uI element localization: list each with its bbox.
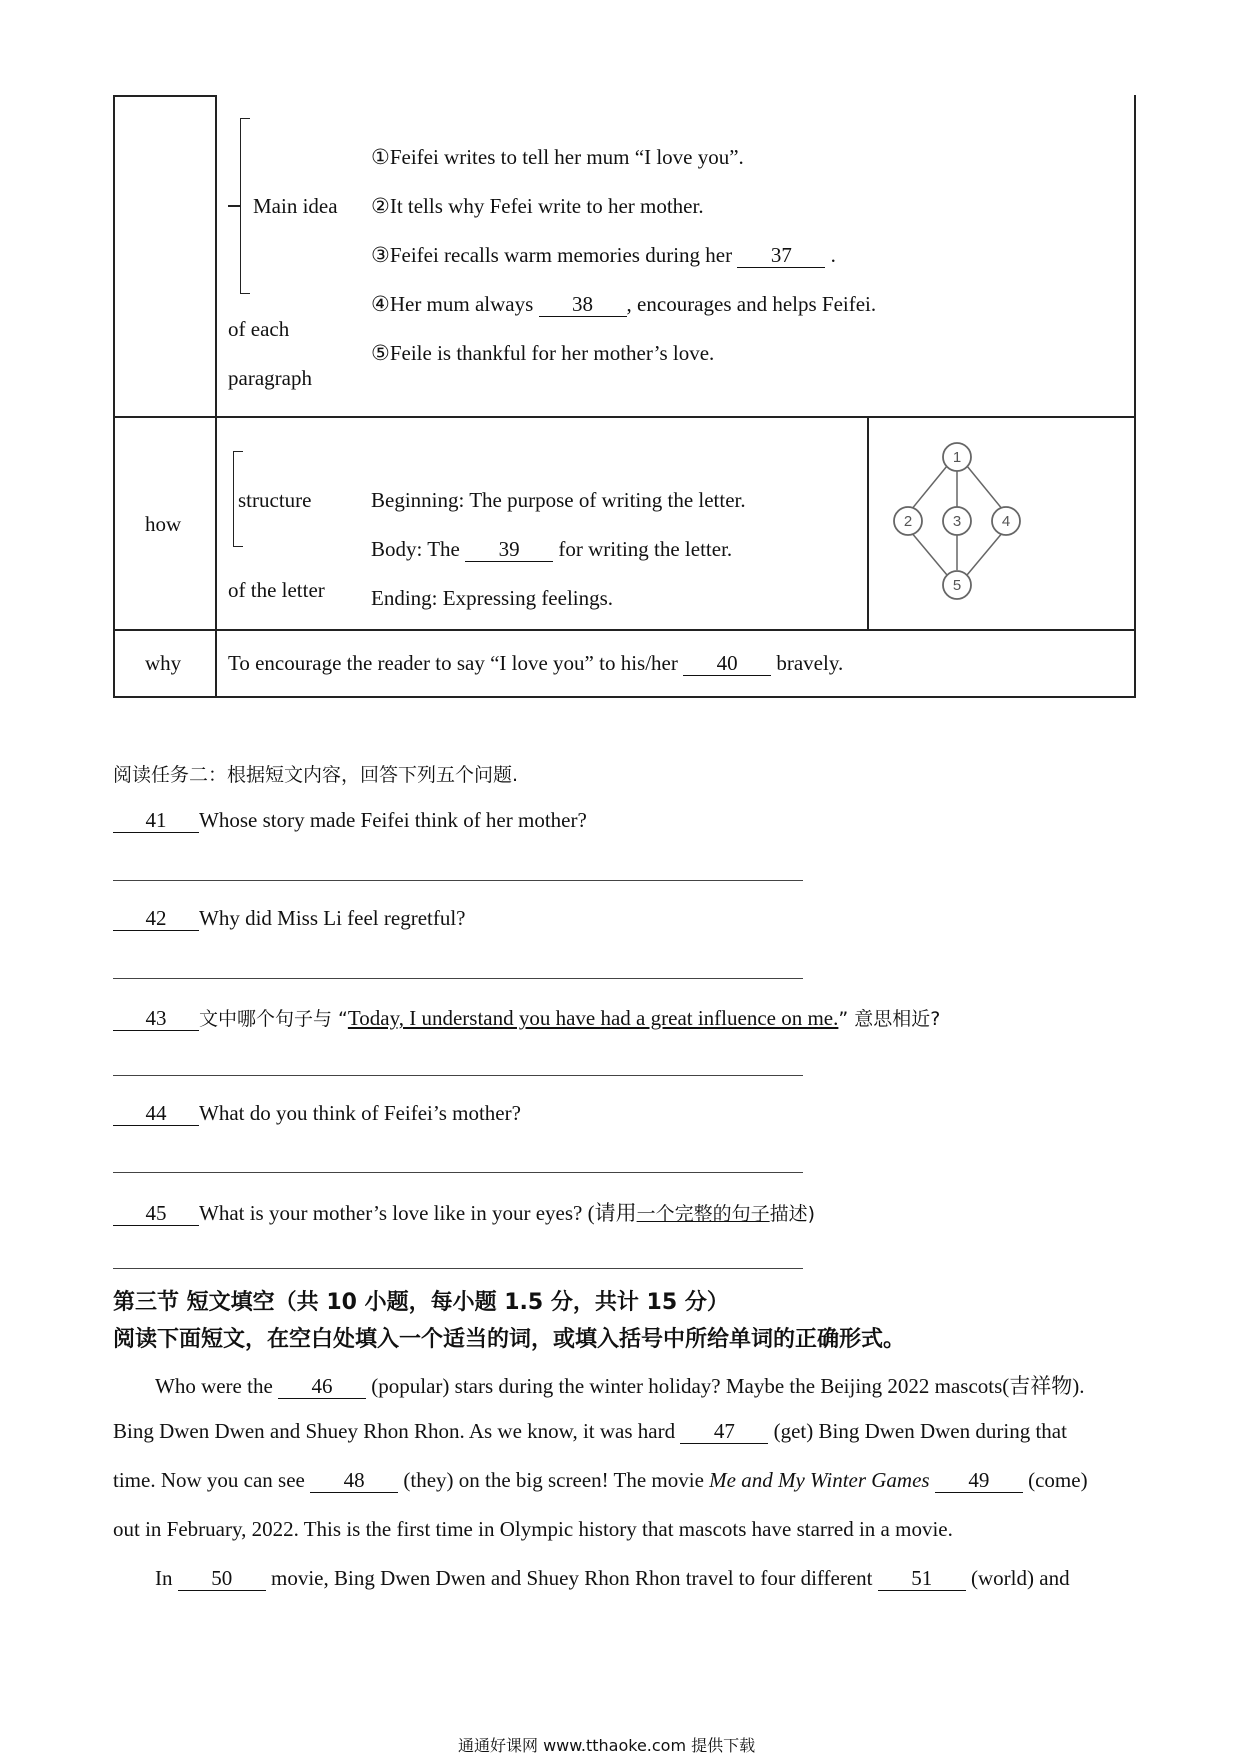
blank-47[interactable]: 47 xyxy=(680,1420,768,1444)
diagram-label-4: 4 xyxy=(1001,513,1011,530)
movie-title: Me and My Winter Games xyxy=(709,1468,930,1492)
why-text: To encourage the reader to say “I love you” to his/her 40 bravely. xyxy=(228,651,844,675)
brace-main-idea xyxy=(240,118,241,294)
diagram-label-2: 2 xyxy=(903,513,913,530)
label-why: why xyxy=(145,651,182,675)
label-paragraph: paragraph xyxy=(228,366,312,390)
main-idea-item-1: ①Feifei writes to tell her mum “I love you”. xyxy=(371,145,744,169)
question-42: 42 Why did Miss Li feel regretful? xyxy=(113,906,466,931)
structure-beginning: Beginning: The purpose of writing the letter. xyxy=(371,488,746,512)
answer-line-42[interactable] xyxy=(113,978,803,979)
question-number-43: 43 xyxy=(113,1007,199,1031)
question-number-42: 42 xyxy=(113,907,199,931)
passage-line-3: time. Now you can see 48 (they) on the big screen! The movie Me and My Winter Games 49 (come) xyxy=(113,1468,1088,1492)
question-43: 43 文中哪个句子与 “Today, I understand you have had a great influence on me.” 意思相近? xyxy=(113,1004,940,1031)
main-idea-item-2: ②It tells why Fefei write to her mother. xyxy=(371,194,704,218)
diagram-label-5: 5 xyxy=(952,577,962,594)
structure-ending: Ending: Expressing feelings. xyxy=(371,586,614,610)
passage-line-5: In 50 movie, Bing Dwen Dwen and Shuey Rhon Rhon travel to four different 51 (world) and xyxy=(155,1566,1070,1590)
blank-38[interactable]: 38 xyxy=(539,293,627,317)
answer-line-43[interactable] xyxy=(113,1075,803,1076)
main-idea-item-5: ⑤Feile is thankful for her mother’s love. xyxy=(371,341,715,365)
task2-heading: 阅读任务二：根据短文内容，回答下列五个问题. xyxy=(113,764,519,786)
question-number-45: 45 xyxy=(113,1202,199,1226)
page-footer: 通通好课网 www.tthaoke.com 提供下载 xyxy=(458,1736,756,1755)
label-how: how xyxy=(145,512,182,536)
answer-line-45[interactable] xyxy=(113,1268,803,1269)
question-number-41: 41 xyxy=(113,809,199,833)
blank-37[interactable]: 37 xyxy=(737,244,825,268)
passage-line-1: Who were the 46 (popular) stars during the winter holiday? Maybe the Beijing 2022 mascots(吉祥物). xyxy=(155,1374,1085,1398)
structure-body: Body: The 39 for writing the letter. xyxy=(371,537,733,561)
question-41: 41 Whose story made Feifei think of her mother? xyxy=(113,808,587,833)
passage-line-2: Bing Dwen Dwen and Shuey Rhon Rhon. As we know, it was hard 47 (get) Bing Dwen Dwen during that xyxy=(113,1419,1067,1443)
section3-title: 第三节 短文填空（共 10 小题，每小题 1.5 分，共计 15 分） xyxy=(113,1290,729,1315)
structure-diagram xyxy=(880,440,1030,610)
label-main-idea: Main idea xyxy=(253,194,338,218)
blank-46[interactable]: 46 xyxy=(278,1375,366,1399)
answer-line-41[interactable] xyxy=(113,880,803,881)
blank-39[interactable]: 39 xyxy=(465,538,553,562)
question-44: 44 What do you think of Feifei’s mother? xyxy=(113,1101,521,1126)
diagram-label-1: 1 xyxy=(952,449,962,466)
brace-structure xyxy=(233,451,234,547)
label-of-each: of each xyxy=(228,317,290,341)
blank-48[interactable]: 48 xyxy=(310,1469,398,1493)
diagram-label-3: 3 xyxy=(952,513,962,530)
question-45: 45 What is your mother’s love like in your eyes? (请用一个完整的句子描述) xyxy=(113,1197,815,1227)
blank-50[interactable]: 50 xyxy=(178,1567,266,1591)
section3-instruction: 阅读下面短文，在空白处填入一个适当的词，或填入括号中所给单词的正确形式。 xyxy=(113,1327,906,1352)
label-structure: structure xyxy=(238,488,312,512)
blank-51[interactable]: 51 xyxy=(878,1567,966,1591)
blank-40[interactable]: 40 xyxy=(683,652,771,676)
label-of-the-letter: of the letter xyxy=(228,578,325,602)
answer-line-44[interactable] xyxy=(113,1172,803,1173)
question-number-44: 44 xyxy=(113,1102,199,1126)
main-idea-item-3: ③Feifei recalls warm memories during her 37 . xyxy=(371,243,836,267)
main-idea-item-4: ④Her mum always 38 , encourages and helps Feifei. xyxy=(371,292,877,316)
passage-line-4: out in February, 2022. This is the first time in Olympic history that mascots have starred in a movie. xyxy=(113,1517,953,1541)
blank-49[interactable]: 49 xyxy=(935,1469,1023,1493)
